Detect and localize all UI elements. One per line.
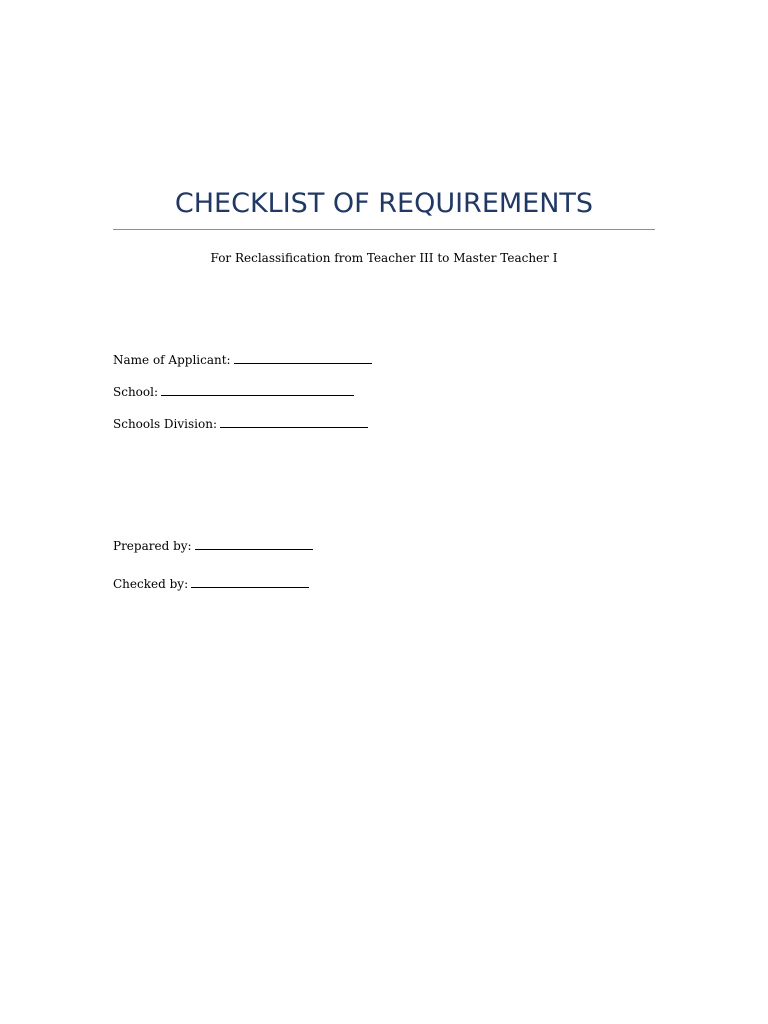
schools-division-label: Schools Division: [113, 417, 217, 431]
schools-division-field [113, 416, 368, 432]
prepared-by-field [113, 538, 313, 554]
page-title: CHECKLIST OF REQUIREMENTS [174, 188, 594, 219]
prepared-by-blank[interactable] [195, 538, 313, 550]
checked-by-blank[interactable] [191, 576, 309, 588]
page-subtitle: For Reclassification from Teacher III to Master Teacher I [210, 251, 558, 265]
school-field [113, 384, 354, 400]
applicant-name-label: Name of Applicant: [113, 353, 231, 367]
title-underline [113, 229, 655, 230]
schools-division-blank[interactable] [220, 416, 368, 428]
applicant-name-blank[interactable] [234, 352, 372, 364]
checked-by-label: Checked by: [113, 577, 189, 591]
prepared-by-label: Prepared by: [113, 539, 192, 553]
school-label: School: [113, 385, 158, 399]
applicant-name-field [113, 352, 372, 368]
school-blank[interactable] [161, 384, 354, 396]
checked-by-field [113, 576, 309, 592]
